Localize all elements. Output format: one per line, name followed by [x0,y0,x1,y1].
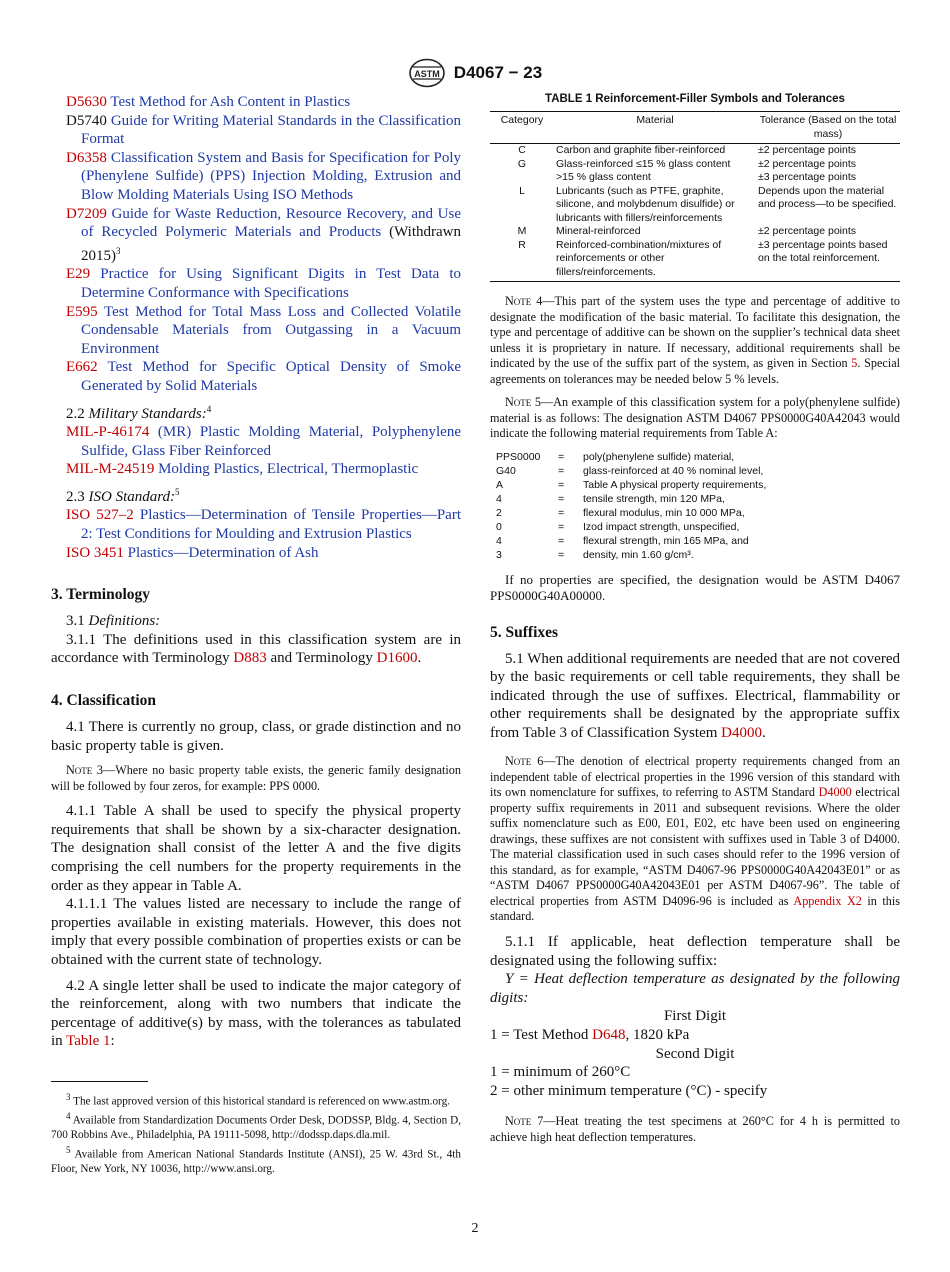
reference-item [51,423,461,460]
code-equals: = [558,464,565,477]
code-description: Table A physical property requirements, [583,478,767,491]
definitions-label: 3.1 Definitions: [66,613,161,630]
table-row [490,185,900,226]
header-tolerance: Tolerance (Based on the total mass) [756,112,900,144]
second-digit-option-2: 2 = other minimum temperature (°C) - specify [490,1082,768,1099]
code-equals: = [558,450,565,463]
code-symbol: 3 [496,548,502,561]
code-equals: = [558,534,565,547]
reference-code[interactable]: MIL-P-46174 [66,424,150,441]
tolerance-cell [756,158,900,185]
reference-item [51,460,461,479]
code-equals: = [558,478,565,491]
header-category: Category [490,112,554,144]
page-number: 2 [471,1221,479,1236]
tolerance-cell [756,225,900,239]
code-description: flexural modulus, min 10 000 MPa, [583,506,745,519]
material-cell [554,239,756,282]
paragraph-4-2: 4.2 A single letter shall be used to indicate the major category of the reinforcement, along with two numbers that indicate the percentage of additive(s) by mass, with the tolerances as tabulated in Table 1: [51,977,461,1050]
note-6: Note 6—The denotion of electrical property requirements changed from an independent table of electrical properties in the 1996 version of this standard with its own nomenclature for suffixes, to referring to ASTM Standard D4000 electrical property suffix requirements in 2011 and subsequent revisions. Where the older suffix nomenclature such as E00, E01, E02, etc have been used on engineering drawings, these suffixes are not consistent with suffixes used in Table 3 of D4000. The material classification used in such cases should refer to the 1996 version of this standard, as for example, “ASTM D4067-96 PPS0000G40A42043E01” or as “ASTM D4067 PPS0000G40A42043E01 per ASTM D4067-96”. The table of electrical properties from ASTM D4096-96 is included as Appendix X2 in this standard. [490,754,901,924]
tolerance-line: ±2 percentage points [758,144,856,156]
material-cell [554,144,756,158]
footnote-rule [51,1081,148,1082]
code-row [496,492,766,506]
appendix-x2-link[interactable]: Appendix X2 [793,893,862,908]
section-5-heading: 5. Suffixes [490,623,559,641]
reference-title[interactable]: (MR) Plastic Molding Material, Polyphenylene Sulfide, Glass Fiber Reinforced [81,424,461,459]
astm-logo-icon [408,58,446,88]
code-symbol: 4 [496,534,502,547]
paragraph-5-1-1: 5.1.1 If applicable, heat deflection temperature shall be designated using the following suffix: [490,933,900,969]
reference-code[interactable]: ISO 3451 [66,544,124,561]
reference-item [51,544,461,563]
code-symbol: A [496,478,504,491]
footnote-4: $^4$ Available from Standardization Documents Order Desk, DODSSP, Bldg. 4, Section D, 700 Robbins Ave., Philadelphia, PA 19111-5098, http://dodssp.daps.dla.mil. [51,1111,461,1142]
category-cell: M [517,225,527,237]
military-reference-list [51,423,461,479]
code-row [496,450,766,464]
reference-item [51,358,461,395]
code-symbol: PPS0000 [496,450,541,463]
code-row [496,548,766,562]
reference-code[interactable]: D7209 [66,205,107,222]
document-designation: D4067 − 23 [453,63,543,82]
table-row [490,158,900,185]
reference-item [51,506,461,543]
reference-item [51,205,461,266]
reference-code[interactable]: E662 [66,359,98,376]
category-cell: R [490,239,554,282]
first-digit-label: First Digit [663,1008,727,1025]
code-description: tensile strength, min 120 MPa, [583,492,725,505]
category-cell: C [518,144,526,156]
table-1-title: TABLE 1 Reinforcement-Filler Symbols and Tolerances [545,93,845,105]
d1600-link[interactable]: D1600 [376,650,418,667]
paragraph-3-1-1: 3.1.1 The definitions used in this classification system are in accordance with Terminology D883 and Terminology D1600. [51,631,461,667]
tolerance-cell [756,185,900,226]
note-3: Note 3—Where no basic property table exists, the generic family designation will be followed by four zeros, for example: PPS 0000. [51,763,461,793]
reference-item [51,112,461,149]
material-cell [554,158,756,185]
note-5: Note 5—An example of this classification system for a poly(phenylene sulfide) material is as follows: The designation ASTM D4067 PPS0000G40A42043 would indicate the following material requirements from Table A: [490,395,900,440]
note-7: Note 7—Heat treating the test specimens at 260°C for 4 h is permitted to achieve high heat deflection temperatures. [490,1114,900,1144]
right-column [490,93,900,1153]
reference-code[interactable]: D5630 [66,94,107,110]
reference-code[interactable]: ISO 527–2 [66,507,134,524]
note-4: Note 4—This part of the system uses the type and percentage of additive to designate the modification of the basic material. To facilitate this designation, the type and percentage of additive can be shown on the supplier’s technical data sheet unless it is proprietary in nature. If necessary, additional requirements shall be indicated by the use of the suffix part of the system, as given in Section 5. Special agreements on tolerances may be needed below 5 % levels. [490,294,901,386]
reference-title[interactable]: Test Method for Specific Optical Density of Smoke Generated by Solid Materials [81,359,461,394]
paragraph-5-1: 5.1 When additional requirements are needed that are not covered by the basic requirements or cell table requirements, they shall be indicated through the use of suffixes. Electrical, flammability or other requirements shall be designated by the appropriate suffix from Table 3 of Classification System D4000. [490,650,900,741]
table-row [490,225,900,239]
material-line: Reinforced-combination/mixtures of reinforcements or other fillers/reinforcements. [556,238,722,278]
tolerance-line: ±3 percentage points [758,171,856,183]
no-properties-example: If no properties are specified, the designation would be ASTM D4067 PPS0000G40A00000. [490,571,900,603]
reference-item [51,265,461,302]
footnote-3: $^3$ The last approved version of this historical standard is referenced on www.astm.org. [66,1092,450,1108]
reference-title[interactable]: Test Method for Total Mass Loss and Collected Volatile Condensable Materials from Outgassing in a Vacuum Environment [81,303,461,357]
reference-item [51,93,461,112]
category-cell: L [519,184,525,197]
iso-standard-heading: 2.3 ISO Standard:$^5$ [66,486,180,505]
d648-link[interactable]: D648 [592,1026,626,1043]
paragraph-4-1-1-1: 4.1.1.1 The values listed are necessary to include the range of properties available in existing materials. However, this does not imply that every possible combination of properties exists or can be obtained with the current state of technology. [51,896,461,968]
table-row [490,144,900,158]
code-description: poly(phenylene sulfide) material, [583,450,735,463]
tolerance-cell [756,144,900,158]
code-symbol: 4 [496,492,502,505]
second-digit-option-1: 1 = minimum of 260°C [490,1064,631,1081]
code-row [496,534,766,548]
code-row [496,464,766,478]
material-line: Glass-reinforced ≤15 % glass content [556,157,731,170]
code-row [496,478,766,492]
header-material: Material [554,112,756,144]
svg-text:ASTM: ASTM [414,69,440,79]
paragraph-4-1: 4.1 There is currently no group, class, or grade distinction and no basic property table is given. [51,719,461,754]
table-header-row [490,112,900,144]
code-row [496,506,766,520]
material-line: Lubricants (such as PTFE, graphite, silicone, and molybdenum disulfide) or lubricants with fillers/reinforcements [556,184,735,224]
code-row [496,520,766,534]
material-line: >15 % glass content [556,171,651,183]
code-equals: = [558,548,565,561]
code-description: density, min 1.60 g/cm³. [583,548,694,561]
table-row [490,239,900,282]
reference-title[interactable]: Guide for Writing Material Standards in the Classification Format [81,112,461,148]
d4000-link[interactable]: D4000 [721,724,762,741]
page-header [0,58,950,88]
material-line: Mineral-reinforced [556,225,641,237]
table-1 [490,111,900,282]
reference-code[interactable]: E595 [66,303,98,320]
reference-code: D5740 [66,112,107,129]
iso-reference-list [51,506,461,562]
reference-item [51,149,461,205]
footnote-marker: 3 [116,245,121,256]
code-equals: = [558,492,565,505]
reference-note: (Withdrawn 2015) [81,224,462,264]
section-4-heading: 4. Classification [51,692,157,710]
code-symbol: 2 [496,506,502,519]
section-3-heading: 3. Terminology [51,586,151,604]
table-1-link[interactable]: Table 1 [66,1033,111,1050]
y-definition: Y = Heat deflection temperature as designated by the following digits: [490,971,900,1006]
left-column [51,93,461,1051]
d4000-link-note[interactable]: D4000 [818,785,852,800]
code-equals: = [558,520,565,533]
code-description: Izod impact strength, unspecified, [583,520,740,533]
military-standards-heading: 2.2 Military Standards:$^4$ [66,403,212,422]
reference-title[interactable]: Plastics—Determination of Ash [127,544,319,561]
material-cell [554,185,756,226]
tolerance-cell [756,239,900,282]
paragraph-4-1-1: 4.1.1 Table A shall be used to specify the physical property requirements that shall be shown by a six-character designation. The designation shall consist of the letter A and the five digits comprising the cell numbers for the property requirements in the order as they appear in Table A. [51,803,461,894]
tolerance-line: ±2 percentage points [758,157,856,170]
reference-title[interactable]: Guide for Waste Reduction, Resource Recovery, and Use of Recycled Polymeric Materials and Products [81,205,462,241]
reference-code[interactable]: MIL-M-24519 [66,461,155,478]
second-digit-label: Second Digit [655,1045,735,1062]
reference-item [51,303,461,359]
d883-link[interactable]: D883 [233,650,267,667]
code-symbol: G40 [496,464,516,477]
code-description: glass-reinforced at 40 % nominal level, [583,464,764,477]
reference-title[interactable]: Classification System and Basis for Specification for Poly (Phenylene Sulfide) (PPS) Injection Molding, Extrusion and Blow Molding Materials Using ISO Methods [81,149,462,203]
reference-title[interactable]: Plastics—Determination of Tensile Properties—Part 2: Test Conditions for Moulding and Extrusion Plastics [81,507,461,543]
code-description: flexural strength, min 165 MPa, and [583,534,749,547]
material-cell [554,225,756,239]
reference-code[interactable]: E29 [66,266,91,283]
tolerance-line: ±2 percentage points [758,225,856,237]
reference-title[interactable]: Practice for Using Significant Digits in Test Data to Determine Conformance with Specifications [81,266,461,301]
footnotes [51,1090,461,1176]
code-symbol: 0 [496,520,502,533]
reference-title[interactable]: Molding Plastics, Electrical, Thermoplastic [158,461,419,478]
tolerance-line: Depends upon the material and process—to be specified. [758,184,897,210]
category-cell: G [517,157,527,170]
reference-title[interactable]: Test Method for Ash Content in Plastics [110,94,351,110]
reference-list [51,93,461,396]
reference-code[interactable]: D6358 [66,149,107,166]
designation-codes [496,450,766,562]
tolerance-line: ±3 percentage points based on the total reinforcement. [758,238,888,264]
section-5-link[interactable]: 5 [851,356,858,370]
material-line: Carbon and graphite fiber-reinforced [556,144,726,156]
first-digit-option-1: 1 = Test Method D648, 1820 kPa [490,1026,690,1043]
footnote-5: $^5$ Available from American National Standards Institute (ANSI), 25 W. 43rd St., 4th Floor, New York, NY 10036, http://www.ansi.org. [51,1144,461,1175]
code-equals: = [558,506,565,519]
